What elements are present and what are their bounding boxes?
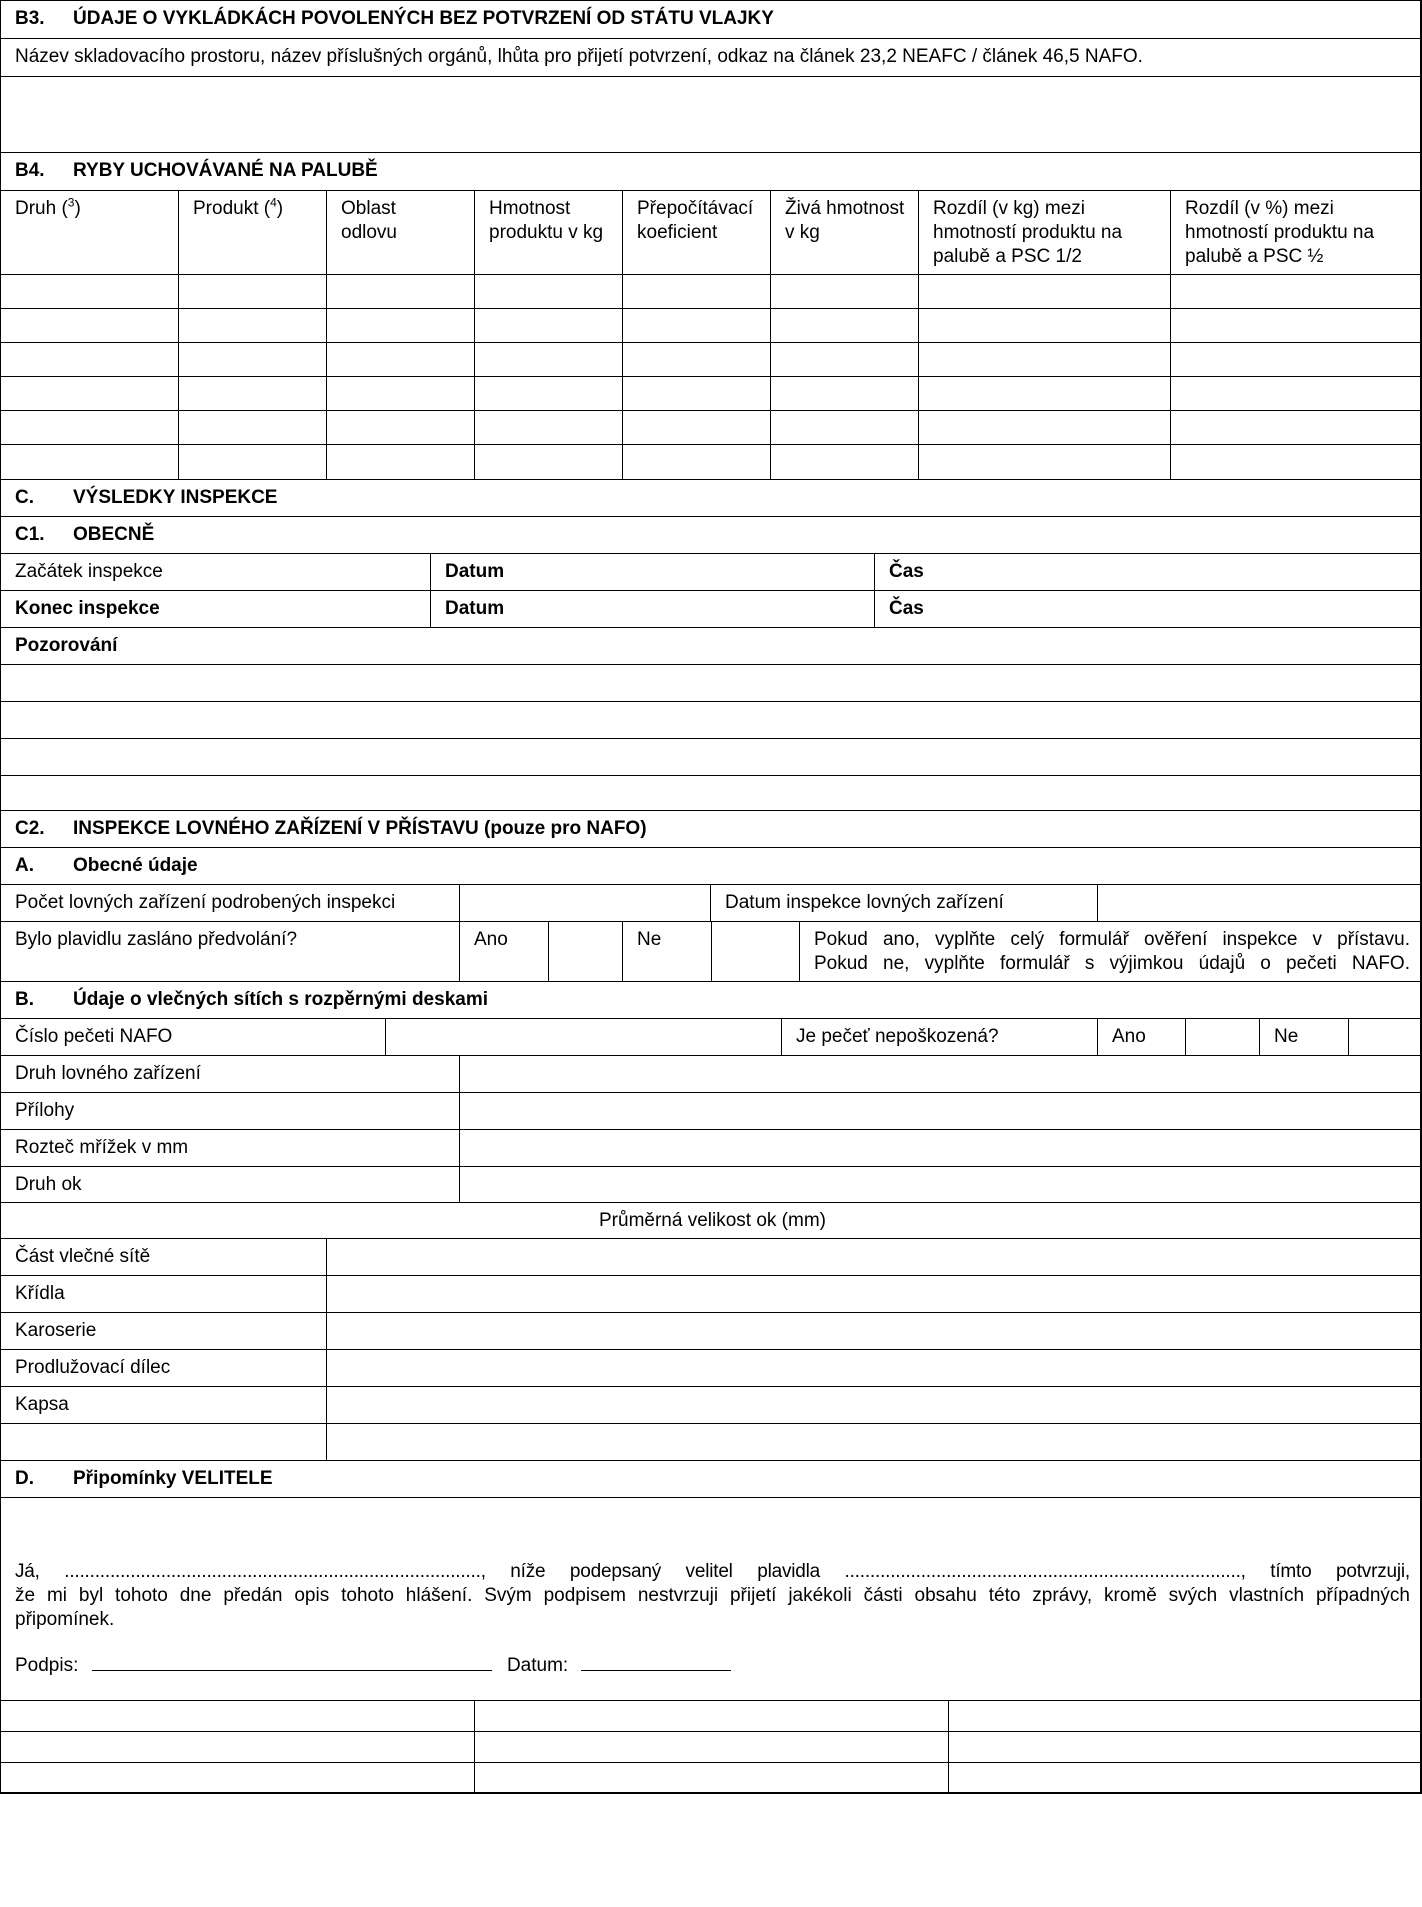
pecet-ano-checkbox[interactable]	[1185, 1018, 1259, 1055]
d-table-cell[interactable]	[474, 1700, 948, 1731]
b4-table-cell[interactable]	[474, 410, 622, 444]
d-declaration	[0, 1497, 1422, 1700]
karoserie-field[interactable]	[326, 1312, 1422, 1349]
c2-title: INSPEKCE LOVNÉHO ZAŘÍZENÍ V PŘÍSTAVU (pouze pro NAFO)	[73, 818, 647, 839]
bottom-border	[0, 1792, 1422, 1794]
d-number: D.	[15, 1468, 34, 1489]
pozorovani-line[interactable]	[0, 775, 1422, 810]
b4-table-cell[interactable]	[770, 274, 918, 308]
col-header-koeficient: Přepočítávací koeficient	[622, 190, 770, 274]
b4-table-cell[interactable]	[1170, 308, 1422, 342]
b4-table-cell[interactable]	[622, 342, 770, 376]
pozorovani-label: Pozorování	[0, 627, 1422, 664]
b4-table-cell[interactable]	[918, 444, 1170, 479]
b4-table-cell[interactable]	[1170, 342, 1422, 376]
declaration-line-3: připomínek.	[15, 1609, 115, 1630]
footnote-3: 3	[67, 195, 75, 210]
d-table-cell[interactable]	[474, 1731, 948, 1762]
prodluzovaci-field[interactable]	[326, 1349, 1422, 1386]
col-header-produkt: Produkt ($^4$)	[178, 190, 326, 274]
b4-table-cell[interactable]	[178, 274, 326, 308]
prilohy-field[interactable]	[459, 1092, 1422, 1129]
extra-field[interactable]	[326, 1423, 1422, 1460]
b4-table-cell[interactable]	[326, 444, 474, 479]
c2-number: C2.	[15, 818, 45, 839]
cislo-peceti-field[interactable]	[385, 1018, 781, 1055]
col-header-oblast: Oblast odlovu	[326, 190, 474, 274]
b4-table-cell[interactable]	[178, 444, 326, 479]
b3-number: B3.	[15, 8, 45, 29]
col-header-hmotnost: Hmotnost produktu v kg	[474, 190, 622, 274]
d-table-cell[interactable]	[948, 1762, 1422, 1793]
b4-table-cell[interactable]	[0, 342, 178, 376]
pokud-ne-text: Pokud ne, vyplňte formulář s výjimkou údajů o pečeti NAFO.	[814, 953, 1410, 974]
prumerna-velikost-heading: Průměrná velikost ok (mm)	[0, 1202, 1422, 1238]
b4-table-cell[interactable]	[622, 308, 770, 342]
pecet-ano-label: Ano	[1097, 1018, 1185, 1055]
kapsa-field[interactable]	[326, 1386, 1422, 1423]
b4-table-cell[interactable]	[622, 274, 770, 308]
footnote-4: 4	[270, 195, 277, 210]
b4-table-cell[interactable]	[918, 376, 1170, 410]
pecet-ne-checkbox[interactable]	[1348, 1018, 1422, 1055]
d-header	[0, 1460, 1422, 1497]
cast-site-label: Část vlečné sítě	[0, 1238, 326, 1275]
konec-inspekce-label: Konec inspekce	[0, 590, 430, 627]
datum-line[interactable]	[581, 1652, 731, 1671]
konec-cas-field[interactable]: Čas	[874, 590, 1422, 627]
d-table-cell[interactable]	[0, 1700, 474, 1731]
c2-a-header	[0, 847, 1422, 884]
pozorovani-line[interactable]	[0, 738, 1422, 775]
b4-table-cell[interactable]	[474, 274, 622, 308]
prodluzovaci-label: Prodlužovací dílec	[0, 1349, 326, 1386]
c2-a-title: Obecné údaje	[73, 855, 198, 876]
kridla-label: Křídla	[0, 1275, 326, 1312]
b3-title: ÚDAJE O VYKLÁDKÁCH POVOLENÝCH BEZ POTVRZENÍ OD STÁTU VLAJKY	[73, 8, 774, 29]
b4-table-cell[interactable]	[1170, 376, 1422, 410]
b4-table-cell[interactable]	[0, 376, 178, 410]
prilohy-label: Přílohy	[0, 1092, 459, 1129]
d-table-cell[interactable]	[948, 1731, 1422, 1762]
c2-b-header	[0, 981, 1422, 1018]
pecet-neposkozena-label: Je pečeť nepoškozená?	[781, 1018, 1097, 1055]
extra-label	[0, 1423, 326, 1460]
podpis-line[interactable]	[92, 1652, 492, 1671]
b4-table-cell[interactable]	[770, 444, 918, 479]
d-table-cell[interactable]	[948, 1700, 1422, 1731]
b4-table-cell[interactable]	[326, 410, 474, 444]
zacatek-cas-field[interactable]: Čas	[874, 553, 1422, 590]
b4-number: B4.	[15, 160, 45, 181]
pokud-ano-text: Pokud ano, vyplňte celý formulář ověření inspekce v přístavu.	[814, 929, 1410, 950]
b4-table-cell[interactable]	[918, 342, 1170, 376]
b4-table-cell[interactable]	[474, 444, 622, 479]
declaration-line-1: Já, .................................................................................., níže podepsaný velitel plavidla .............................................................................., tímto potvrzuji,	[15, 1561, 1410, 1582]
b4-table-cell[interactable]	[178, 410, 326, 444]
b4-table-cell[interactable]	[326, 274, 474, 308]
cast-site-field[interactable]	[326, 1238, 1422, 1275]
c1-header	[0, 516, 1422, 553]
druh-zarizeni-label: Druh lovného zařízení	[0, 1055, 459, 1092]
b4-table-cell[interactable]	[474, 376, 622, 410]
b4-table-cell[interactable]	[326, 376, 474, 410]
b4-table-cell[interactable]	[178, 342, 326, 376]
c-header	[0, 479, 1422, 516]
cislo-peceti-label: Číslo pečeti NAFO	[0, 1018, 385, 1055]
datum-label: Datum:	[506, 1655, 569, 1676]
c1-number: C1.	[15, 524, 45, 545]
b4-table-cell[interactable]	[770, 308, 918, 342]
c2-header	[0, 810, 1422, 847]
b4-table-cell[interactable]	[178, 308, 326, 342]
b4-table-cell[interactable]	[622, 410, 770, 444]
c-title: VÝSLEDKY INSPEKCE	[73, 487, 278, 508]
predvolani-ne-label: Ne	[622, 921, 711, 981]
b4-table-cell[interactable]	[918, 308, 1170, 342]
druh-ok-field[interactable]	[459, 1166, 1422, 1202]
d-table-cell[interactable]	[0, 1731, 474, 1762]
b4-table-cell[interactable]	[1170, 410, 1422, 444]
b4-table-cell[interactable]	[622, 376, 770, 410]
pocet-zarizeni-field[interactable]	[459, 884, 710, 921]
b4-table-cell[interactable]	[1170, 444, 1422, 479]
b4-table-cell[interactable]	[770, 342, 918, 376]
karoserie-label: Karoserie	[0, 1312, 326, 1349]
zacatek-inspekce-label: Začátek inspekce	[0, 553, 430, 590]
pecet-ne-label: Ne	[1259, 1018, 1348, 1055]
predvolani-ne-checkbox[interactable]	[711, 921, 799, 981]
b4-table-cell[interactable]	[622, 444, 770, 479]
druh-ok-label: Druh ok	[0, 1166, 459, 1202]
b3-header	[0, 0, 1422, 38]
konec-datum-field[interactable]: Datum	[430, 590, 874, 627]
b3-description: Název skladovacího prostoru, název příslušných orgánů, lhůta pro přijetí potvrzení, odkaz na článek 23,2 NEAFC / článek 46,5 NAFO.	[0, 38, 1422, 76]
druh-zarizeni-field[interactable]	[459, 1055, 1422, 1092]
col-header-rozdil-kg: Rozdíl (v kg) mezi hmotností produktu na palubě a PSC 1/2	[918, 190, 1170, 274]
pozorovani-line[interactable]	[0, 701, 1422, 738]
c2-b-title: Údaje o vlečných sítích s rozpěrnými deskami	[73, 989, 488, 1010]
b4-table-cell[interactable]	[474, 342, 622, 376]
d-table-cell[interactable]	[0, 1762, 474, 1793]
b4-table-cell[interactable]	[0, 444, 178, 479]
datum-inspekce-label: Datum inspekce lovných zařízení	[710, 884, 1097, 921]
pozorovani-line[interactable]	[0, 664, 1422, 701]
d-title: Připomínky VELITELE	[73, 1468, 273, 1489]
b4-table-cell[interactable]	[326, 342, 474, 376]
b4-table-cell[interactable]	[0, 274, 178, 308]
c2-a-number: A.	[15, 855, 34, 876]
kridla-field[interactable]	[326, 1275, 1422, 1312]
col-header-druh: Druh ($^3$)	[0, 190, 178, 274]
right-border	[1420, 0, 1422, 1793]
signature-row	[15, 1652, 1410, 1678]
predvolani-ano-label: Ano	[459, 921, 548, 981]
b4-table-cell[interactable]	[0, 308, 178, 342]
b4-table-cell[interactable]	[770, 410, 918, 444]
b4-header	[0, 152, 1422, 190]
declaration-line-2: že mi byl tohoto dne předán opis tohoto hlášení. Svým podpisem nestvrzuji přijetí jakékoli části obsahu této zprávy, kromě svých vlastních případných	[15, 1585, 1410, 1606]
b4-table-cell[interactable]	[326, 308, 474, 342]
kapsa-label: Kapsa	[0, 1386, 326, 1423]
b4-title: RYBY UCHOVÁVANÉ NA PALUBĚ	[73, 160, 378, 181]
pocet-zarizeni-label: Počet lovných zařízení podrobených inspekci	[0, 884, 459, 921]
b4-table-cell[interactable]	[0, 410, 178, 444]
b3-answer-field[interactable]	[0, 76, 1422, 152]
c-number: C.	[15, 487, 34, 508]
col-header-ziva: Živá hmotnost v kg	[770, 190, 918, 274]
roztec-field[interactable]	[459, 1129, 1422, 1166]
b4-table-cell[interactable]	[474, 308, 622, 342]
b4-table-cell[interactable]	[918, 274, 1170, 308]
b4-table-cell[interactable]	[1170, 274, 1422, 308]
zacatek-datum-field[interactable]: Datum	[430, 553, 874, 590]
datum-inspekce-field[interactable]	[1097, 884, 1422, 921]
predvolani-instructions	[799, 921, 1422, 981]
b4-table-cell[interactable]	[918, 410, 1170, 444]
col-header-rozdil-pct: Rozdíl (v %) mezi hmotností produktu na palubě a PSC ½	[1170, 190, 1422, 274]
c1-title: OBECNĚ	[73, 524, 155, 545]
d-table-cell[interactable]	[474, 1762, 948, 1793]
c2-b-number: B.	[15, 989, 34, 1010]
b4-table-cell[interactable]	[178, 376, 326, 410]
predvolani-ano-checkbox[interactable]	[548, 921, 622, 981]
podpis-label: Podpis:	[15, 1655, 79, 1676]
predvolani-label: Bylo plavidlu zasláno předvolání?	[0, 921, 459, 981]
b4-table-cell[interactable]	[770, 376, 918, 410]
roztec-label: Rozteč mřížek v mm	[0, 1129, 459, 1166]
